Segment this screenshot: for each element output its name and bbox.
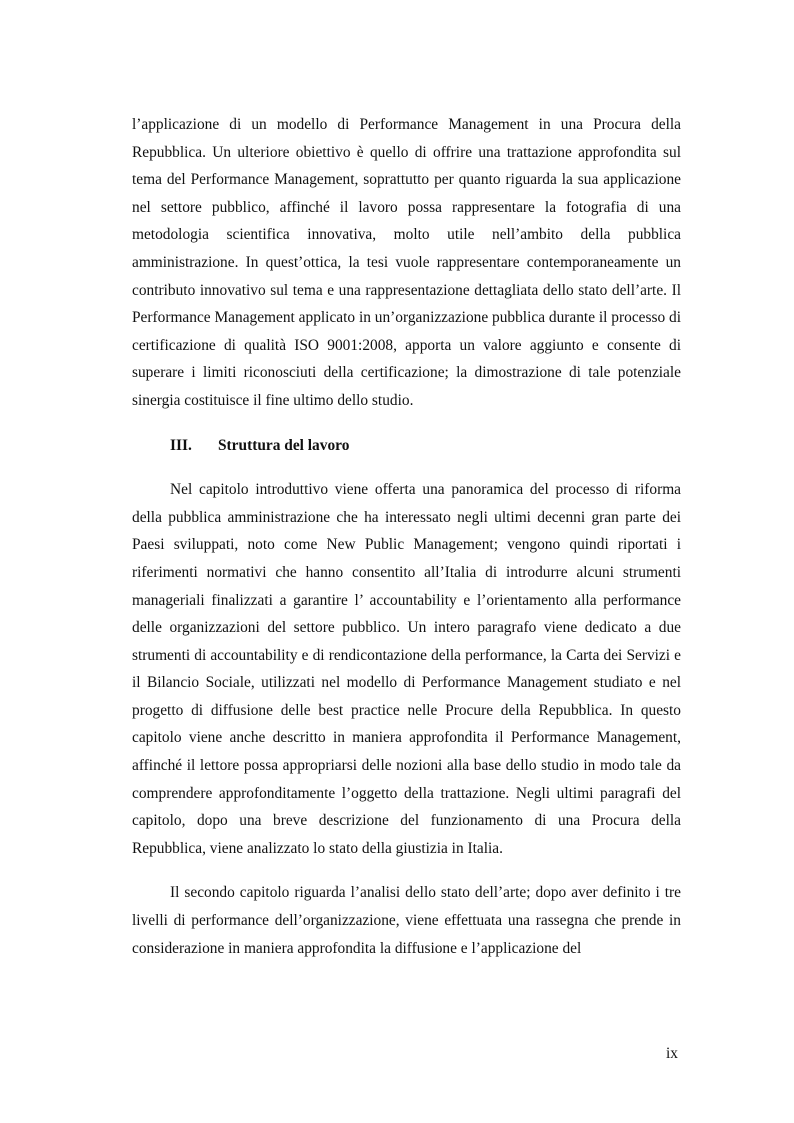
section-number: III. <box>170 436 192 454</box>
page-number: ix <box>666 1045 678 1062</box>
section-heading <box>132 432 681 460</box>
paragraph-intro-continuation: l’applicazione di un modello di Performance Management in una Procura della Repubblica. Un ulteriore obiettivo è quello di offrire una trattazione approfondita sul tema del Performance Management, soprattutto per quanto riguarda la sua applicazione nel settore pubblico, affinché il lavoro possa rappresentare la fotografia di una metodologia scientifica innovativa, molto utile nell’ambito della pubblica amministrazione. In quest’ottica, la tesi vuole rappresentare contemporaneamente un contributo innovativo sul tema e una rappresentazione dettagliata dello stato dell’arte. Il Performance Management applicato in un’organizzazione pubblica durante il processo di certificazione di qualità ISO 9001:2008, apporta un valore aggiunto e consente di superare i limiti riconosciuti della certificazione; la dimostrazione di tale potenziale sinergia costituisce il fine ultimo dello studio. <box>132 116 681 409</box>
paragraph-chapter-two-summary: Il secondo capitolo riguarda l’analisi dello stato dell’arte; dopo aver definito i tre livelli di performance dell’organizzazione, viene effettuata una rassegna che prende in considerazione in maniera approfondita la diffusione e l’applicazione del <box>132 884 681 957</box>
section-title: Struttura del lavoro <box>218 436 350 454</box>
document-page <box>132 111 681 962</box>
paragraph-chapter-one-summary: Nel capitolo introduttivo viene offerta una panoramica del processo di riforma della pubblica amministrazione che ha interessato negli ultimi decenni gran parte dei Paesi sviluppati, noto come New Public Management; vengono quindi riportati i riferimenti normativi che hanno consentito all’Italia di introdurre alcuni strumenti manageriali finalizzati a garantire l’ accountability e l’orientamento alla performance delle organizzazioni del settore pubblico. Un intero paragrafo viene dedicato a due strumenti di accountability e di rendicontazione della performance, la Carta dei Servizi e il Bilancio Sociale, utilizzati nel modello di Performance Management studiato e nel progetto di diffusione delle best practice nelle Procure della Repubblica. In questo capitolo viene anche descritto in maniera approfondita il Performance Management, affinché il lettore possa appropriarsi delle nozioni alla base dello studio in modo tale da comprendere approfonditamente l’oggetto della trattazione. Negli ultimi paragrafi del capitolo, dopo una breve descrizione del funzionamento di una Procura della Repubblica, viene analizzato lo stato della giustizia in Italia. <box>132 481 681 857</box>
